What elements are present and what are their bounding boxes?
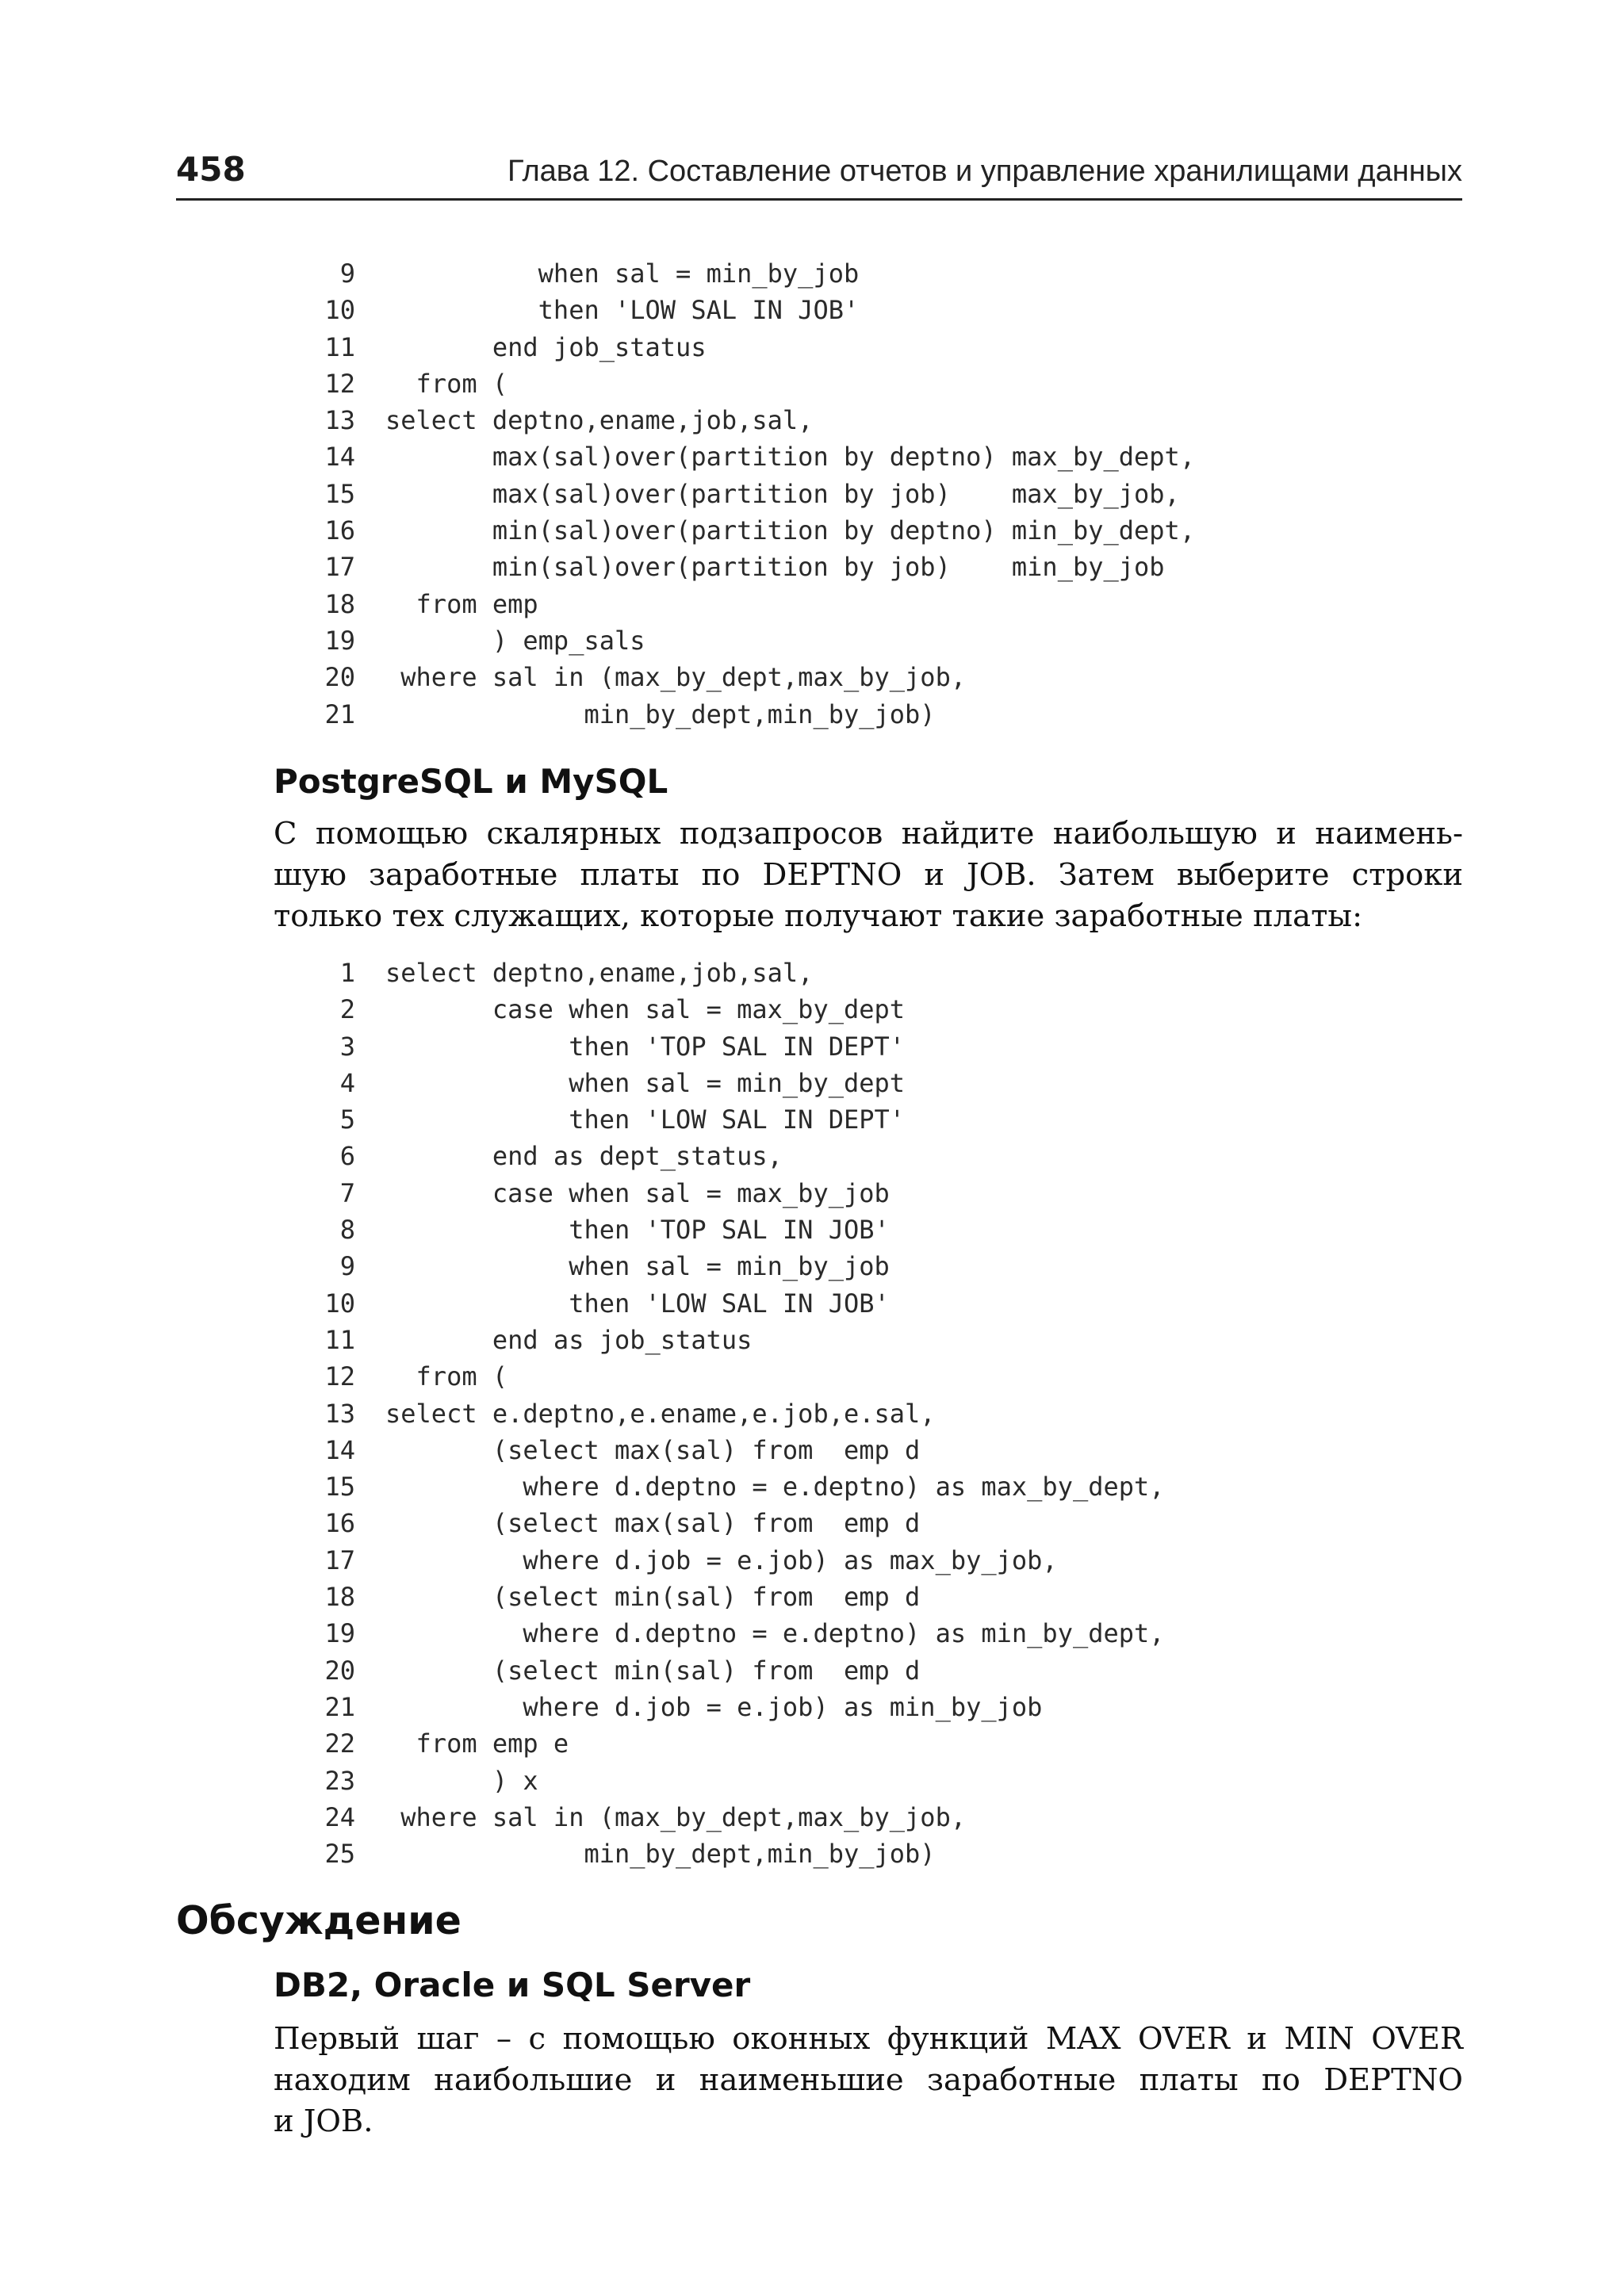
code-line xyxy=(309,329,1195,366)
code-text: where sal in (max_by_dept,max_by_job, xyxy=(385,662,967,693)
code-text: select deptno,ename,job,sal, xyxy=(385,958,814,988)
line-number: 16 xyxy=(324,515,355,546)
code-text: when sal = min_by_job xyxy=(385,258,860,289)
running-title: Глава 12. Составление отчетов и управление хранилищами данных xyxy=(508,155,1462,188)
line-number: 8 xyxy=(339,1215,355,1246)
code-line xyxy=(309,1799,1165,1836)
code-text: (select max(sal) from emp d xyxy=(385,1508,921,1539)
code-text: case when sal = max_by_job xyxy=(385,1177,890,1208)
line-number: 12 xyxy=(324,368,355,399)
line-number: 2 xyxy=(339,994,355,1025)
code-line xyxy=(309,1725,1165,1762)
code-text: (select min(sal) from emp d xyxy=(385,1582,921,1613)
code-text: then 'LOW SAL IN JOB' xyxy=(385,1288,890,1319)
code-text: min_by_dept,min_by_job) xyxy=(385,699,936,729)
code-text: case when sal = max_by_dept xyxy=(385,994,906,1025)
line-number: 17 xyxy=(324,1545,355,1575)
line-number: 9 xyxy=(339,258,355,289)
code-text: then 'LOW SAL IN JOB' xyxy=(385,295,860,326)
code-text: where sal in (max_by_dept,max_by_job, xyxy=(385,1801,967,1832)
line-number: 13 xyxy=(324,1398,355,1429)
code-line xyxy=(309,659,1195,695)
code-line xyxy=(309,549,1195,585)
code-line xyxy=(309,1212,1165,1248)
code-line xyxy=(309,1248,1165,1284)
line-number: 10 xyxy=(324,295,355,326)
code-text: end job_status xyxy=(385,331,707,362)
line-number: 6 xyxy=(339,1141,355,1172)
code-listing-1 xyxy=(309,255,1195,733)
code-text: where d.job = e.job) as max_by_job, xyxy=(385,1545,1058,1575)
code-line xyxy=(309,1065,1165,1101)
code-text: where d.job = e.job) as min_by_job xyxy=(385,1691,1043,1722)
line-number: 9 xyxy=(339,1251,355,1282)
section-heading-postgresql-mysql: PostgreSQL и MySQL xyxy=(274,762,668,801)
code-line xyxy=(309,366,1195,402)
code-text: min(sal)over(partition by deptno) min_by_dept, xyxy=(385,515,1196,546)
line-number: 18 xyxy=(324,588,355,619)
code-line xyxy=(309,1505,1165,1541)
code-text: ) x xyxy=(385,1765,538,1796)
line-number: 15 xyxy=(324,1472,355,1503)
line-number: 23 xyxy=(324,1765,355,1796)
code-text: then 'LOW SAL IN DEPT' xyxy=(385,1104,906,1135)
code-line xyxy=(309,1175,1165,1212)
code-line xyxy=(309,438,1195,475)
code-listing-2 xyxy=(309,955,1165,1872)
code-line xyxy=(309,1101,1165,1138)
code-text: select deptno,ename,job,sal, xyxy=(385,405,814,436)
code-line xyxy=(309,512,1195,549)
line-number: 5 xyxy=(339,1104,355,1135)
code-text: min(sal)over(partition by job) min_by_job xyxy=(385,552,1165,583)
code-line xyxy=(309,255,1195,292)
paragraph-line: С помощью скалярных подзапросов найдите наибольшую и наимень- xyxy=(274,816,1463,852)
line-number: 20 xyxy=(324,1655,355,1686)
code-text: when sal = min_by_dept xyxy=(385,1067,906,1098)
line-number: 11 xyxy=(324,1324,355,1355)
code-text: max(sal)over(partition by deptno) max_by_dept, xyxy=(385,442,1196,473)
line-number: 1 xyxy=(339,958,355,988)
code-line xyxy=(309,622,1195,659)
code-line xyxy=(309,955,1165,991)
code-line xyxy=(309,1395,1165,1432)
line-number: 3 xyxy=(339,1031,355,1062)
code-line xyxy=(309,586,1195,622)
code-line xyxy=(309,1689,1165,1725)
code-line xyxy=(309,696,1195,733)
line-number: 22 xyxy=(324,1728,355,1759)
section-heading-discussion: Обсуждение xyxy=(176,1898,462,1943)
line-number: 7 xyxy=(339,1177,355,1208)
paragraph-postgresql-intro xyxy=(274,813,1463,937)
code-line xyxy=(309,292,1195,328)
code-text: max(sal)over(partition by job) max_by_job, xyxy=(385,478,1180,509)
code-line xyxy=(309,1579,1165,1615)
line-number: 16 xyxy=(324,1508,355,1539)
line-number: 17 xyxy=(324,552,355,583)
code-text: then 'TOP SAL IN JOB' xyxy=(385,1215,890,1246)
paragraph-line: шую заработные платы по DEPTNO и JOB. Затем выберите строки xyxy=(274,857,1463,893)
code-line xyxy=(309,1432,1165,1468)
paragraph-discussion xyxy=(274,2019,1463,2142)
line-number: 14 xyxy=(324,1434,355,1465)
line-number: 18 xyxy=(324,1582,355,1613)
line-number: 25 xyxy=(324,1839,355,1870)
line-number: 24 xyxy=(324,1801,355,1832)
code-line xyxy=(309,1138,1165,1174)
page-number: 458 xyxy=(176,150,246,189)
paragraph-line: находим наибольшие и наименьшие заработные платы по DEPTNO xyxy=(274,2062,1463,2098)
code-line xyxy=(309,1836,1165,1872)
code-line xyxy=(309,1615,1165,1652)
line-number: 15 xyxy=(324,478,355,509)
code-text: end as dept_status, xyxy=(385,1141,783,1172)
code-text: select e.deptno,e.ename,e.job,e.sal, xyxy=(385,1398,936,1429)
code-line xyxy=(309,402,1195,438)
code-text: (select max(sal) from emp d xyxy=(385,1434,921,1465)
code-text: from ( xyxy=(385,368,508,399)
code-text: where d.deptno = e.deptno) as min_by_dept, xyxy=(385,1618,1165,1649)
code-text: end as job_status xyxy=(385,1324,753,1355)
code-line xyxy=(309,1285,1165,1322)
line-number: 21 xyxy=(324,699,355,729)
paragraph-line: только тех служащих, которые получают такие заработные платы: xyxy=(274,898,1363,934)
line-number: 13 xyxy=(324,405,355,436)
code-text: (select min(sal) from emp d xyxy=(385,1655,921,1686)
line-number: 12 xyxy=(324,1361,355,1392)
page-header xyxy=(176,147,1462,201)
line-number: 14 xyxy=(324,442,355,473)
line-number: 19 xyxy=(324,625,355,656)
code-line xyxy=(309,476,1195,512)
code-text: min_by_dept,min_by_job) xyxy=(385,1839,936,1870)
code-text: when sal = min_by_job xyxy=(385,1251,890,1282)
code-text: ) emp_sals xyxy=(385,625,645,656)
code-text: where d.deptno = e.deptno) as max_by_dept, xyxy=(385,1472,1165,1503)
code-text: then 'TOP SAL IN DEPT' xyxy=(385,1031,906,1062)
line-number: 11 xyxy=(324,331,355,362)
code-text: from emp xyxy=(385,588,538,619)
line-number: 21 xyxy=(324,1691,355,1722)
code-line xyxy=(309,1542,1165,1579)
code-text: from emp e xyxy=(385,1728,569,1759)
line-number: 20 xyxy=(324,662,355,693)
line-number: 4 xyxy=(339,1067,355,1098)
code-line xyxy=(309,1358,1165,1395)
code-text: from ( xyxy=(385,1361,508,1392)
code-line xyxy=(309,1652,1165,1689)
code-line xyxy=(309,991,1165,1028)
line-number: 10 xyxy=(324,1288,355,1319)
paragraph-line: и JOB. xyxy=(274,2104,373,2139)
code-line xyxy=(309,1028,1165,1065)
subsection-heading-db2-oracle-sqlserver: DB2, Oracle и SQL Server xyxy=(274,1966,751,2004)
line-number: 19 xyxy=(324,1618,355,1649)
code-line xyxy=(309,1763,1165,1799)
code-line xyxy=(309,1468,1165,1505)
code-line xyxy=(309,1322,1165,1358)
paragraph-line: Первый шаг – с помощью оконных функций MAX OVER и MIN OVER xyxy=(274,2021,1463,2057)
